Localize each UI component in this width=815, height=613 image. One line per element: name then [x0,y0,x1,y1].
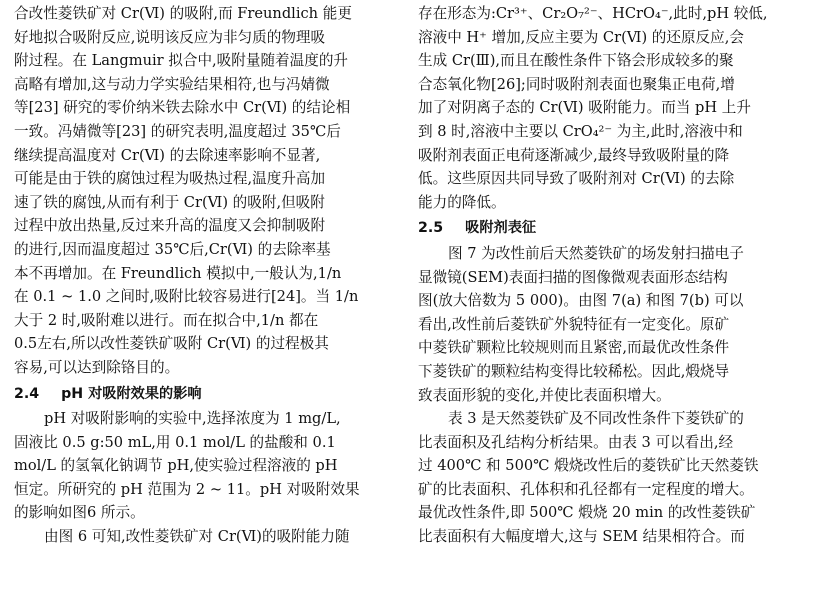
section-heading-2-4 [14,380,402,408]
right-column [418,2,802,549]
text-line: 可能是由于铁的腐蚀过程为吸热过程,温度升高加 [14,170,326,188]
text-line: 致表面形貌的变化,并使比表面积增大。 [418,386,671,404]
left-column [14,2,402,549]
text-line: 0.5左右,所以改性菱铁矿吸附 Cr(Ⅵ) 的过程极其 [14,335,329,353]
text-line: 的进行,因而温度超过 35℃后,Cr(Ⅵ) 的去除率基 [14,240,331,258]
text-line: mol/L 的氢氧化钠调节 pH,使实验过程溶液的 pH [14,457,338,475]
right-paragraph-3 [418,407,802,549]
right-paragraph-1 [418,2,802,214]
text-line: 等[23] 研究的零价纳米铁去除水中 Cr(Ⅵ) 的结论相 [14,99,351,117]
text-line: 低。这些原因共同导致了吸附剂对 Cr(Ⅵ) 的去除 [418,170,735,188]
text-line: 高略有增加,这与动力学实验结果相符,也与冯婧微 [14,75,330,93]
text-line: 容易,可以达到除铬目的。 [14,358,180,376]
text-line: 溶液中 H⁺ 增加,反应主要为 Cr(Ⅵ) 的还原反应,会 [418,28,744,46]
left-paragraph-3 [14,525,402,549]
text-line: 加了对阴离子态的 Cr(Ⅵ) 吸附能力。而当 pH 上升 [418,99,751,117]
text-line: 生成 Cr(Ⅲ),而且在酸性条件下铬会形成较多的聚 [418,52,734,70]
text-line: 比表面积及孔结构分析结果。由表 3 可以看出,经 [418,433,734,451]
text-line: 比表面积有大幅度增大,这与 SEM 结果相符合。而 [418,528,745,546]
text-line: 继续提高温度对 Cr(Ⅵ) 的去除速率影响不显著, [14,146,321,164]
text-line: 好地拟合吸附反应,说明该反应为非匀质的物理吸 [14,28,326,46]
text-line: 图 7 为改性前后天然菱铁矿的场发射扫描电子 [448,244,744,262]
text-line: 吸附剂表面正电荷逐渐减少,最终导致吸附量的降 [418,146,730,164]
text-line: 大于 2 时,吸附难以进行。而在拟合中,1/n 都在 [14,311,319,329]
text-line: 显微镜(SEM)表面扫描的图像微观表面形态结构 [418,268,728,286]
text-line: 下菱铁矿的颗粒结构变得比较稀松。因此,煅烧导 [418,362,730,380]
text-line: 恒定。所研究的 pH 范围为 2 ~ 11。pH 对吸附效果 [14,480,360,498]
section-title: pH 对吸附效果的影响 [61,385,202,402]
text-line: 过程中放出热量,反过来升高的温度又会抑制吸附 [14,217,326,235]
text-line: 一致。冯婧微等[23] 的研究表明,温度超过 35℃后 [14,122,341,140]
text-line: pH 对吸附影响的实验中,选择浓度为 1 mg/L, [44,410,341,428]
text-line: 的影响如图6 所示。 [14,504,145,522]
left-paragraph-2 [14,407,402,525]
text-line: 在 0.1 ~ 1.0 之间时,吸附比较容易进行[24]。当 1/n [14,288,359,306]
section-number: 2.4 [14,385,40,402]
text-line: 存在形态为:Cr³⁺、Cr₂O₇²⁻、HCrO₄⁻,此时,pH 较低, [418,5,768,22]
text-line: 表 3 是天然菱铁矿及不同改性条件下菱铁矿的 [448,410,744,428]
text-line: 合改性菱铁矿对 Cr(Ⅵ) 的吸附,而 Freundlich 能更 [14,5,352,22]
text-line: 能力的降低。 [418,193,506,211]
text-line: 本不再增加。在 Freundlich 模拟中,一般认为,1/n [14,264,342,282]
section-title: 吸附剂表征 [465,220,537,237]
right-paragraph-2 [418,242,802,407]
text-line: 附过程。在 Langmuir 拟合中,吸附量随着温度的升 [14,52,349,70]
text-line: 中菱铁矿颗粒比较规则而且紧密,而最优改性条件 [418,339,730,357]
text-line: 图(放大倍数为 5 000)。由图 7(a) 和图 7(b) 可以 [418,292,744,310]
left-paragraph-1 [14,2,402,380]
text-line: 过 400℃ 和 500℃ 煅烧改性后的菱铁矿比天然菱铁 [418,457,759,475]
text-line: 合态氧化物[26];同时吸附剂表面也聚集正电荷,增 [418,75,735,93]
text-line: 最优改性条件,即 500℃ 煅烧 20 min 的改性菱铁矿 [418,504,756,522]
section-heading-2-5 [418,214,802,242]
text-line: 由图 6 可知,改性菱铁矿对 Cr(Ⅵ)的吸附能力随 [44,528,350,546]
text-line: 速了铁的腐蚀,从而有利于 Cr(Ⅵ) 的吸附,但吸附 [14,193,325,211]
text-line: 矿的比表面积、孔体积和孔径都有一定程度的增大。 [418,480,754,498]
section-number: 2.5 [418,220,444,237]
text-line: 看出,改性前后菱铁矿外貌特征有一定变化。原矿 [418,315,730,333]
text-line: 固液比 0.5 g:50 mL,用 0.1 mol/L 的盐酸和 0.1 [14,433,336,451]
text-line: 到 8 时,溶液中主要以 CrO₄²⁻ 为主,此时,溶液中和 [418,122,743,140]
